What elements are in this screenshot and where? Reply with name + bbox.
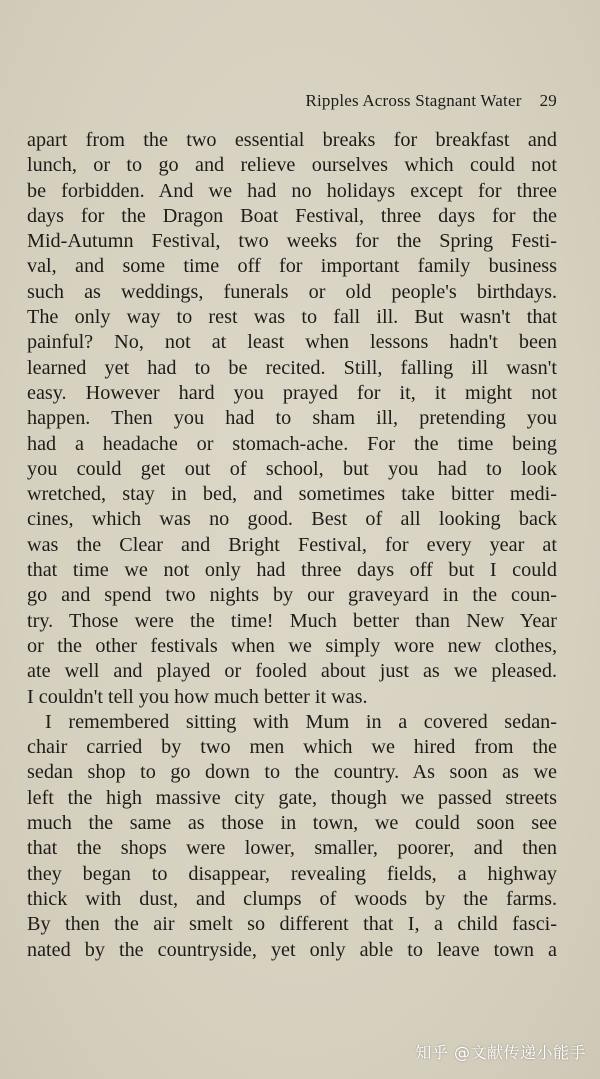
text-line: had a headache or stomach-ache. For the time being [27,432,557,455]
text-line: painful? No, not at least when lessons hadn't been [27,331,557,354]
text-line: nated by the countryside, yet only able to leave town a [27,938,557,961]
text-line: learned yet had to be recited. Still, falling ill wasn't [27,356,557,379]
chapter-title: Ripples Across Stagnant Water [305,91,522,110]
text-line: happen. Then you had to sham ill, pretending you [27,407,557,430]
text-line: lunch, or to go and relieve ourselves which could not [27,154,557,177]
text-line: chair carried by two men which we hired from the [27,736,557,759]
text-line: that the shops were lower, smaller, poorer, and then [27,837,557,860]
text-line: apart from the two essential breaks for breakfast and [27,129,557,151]
text-line: sedan shop to go down to the country. As soon as we [27,761,557,784]
text-line: was the Clear and Bright Festival, for every year at [27,533,557,556]
text-line: thick with dust, and clumps of woods by the farms. [27,887,557,910]
text-line: Mid-Autumn Festival, two weeks for the Spring Festi- [27,230,557,253]
text-line: By then the air smelt so different that I, a child fasci- [27,913,557,936]
text-line: that time we not only had three days off but I could [27,559,557,582]
text-line: or the other festivals when we simply wore new clothes, [27,634,557,657]
text-line: much the same as those in town, we could soon see [27,812,557,835]
body-text [27,128,557,963]
text-line: wretched, stay in bed, and sometimes take bitter medi- [27,483,557,506]
running-header [0,91,557,111]
text-line: The only way to rest was to fall ill. But wasn't that [27,306,557,329]
text-line: days for the Dragon Boat Festival, three days for the [27,204,557,227]
text-line: such as weddings, funerals or old people's birthdays. [27,280,557,303]
text-line: val, and some time off for important family business [27,255,557,278]
paragraph-end-line: I couldn't tell you how much better it was. [27,685,368,708]
text-line: easy. However hard you prayed for it, it might not [27,381,557,404]
text-line: you could get out of school, but you had to look [27,457,557,480]
text-line: left the high massive city gate, though we passed streets [27,786,557,809]
text-line: cines, which was no good. Best of all looking back [27,508,557,531]
text-line: be forbidden. And we had no holidays except for three [27,179,557,202]
text-line: go and spend two nights by our graveyard in the coun- [27,584,557,607]
text-line: try. Those were the time! Much better than New Year [27,609,557,632]
page-number: 29 [539,91,557,110]
paragraph-start-line: I remembered sitting with Mum in a covered sedan- [45,710,557,733]
text-line: they began to disappear, revealing fields, a highway [27,862,557,885]
text-line: ate well and played or fooled about just as we pleased. [27,660,557,683]
watermark-text: 知乎 @文献传递小能手 [415,1043,586,1062]
